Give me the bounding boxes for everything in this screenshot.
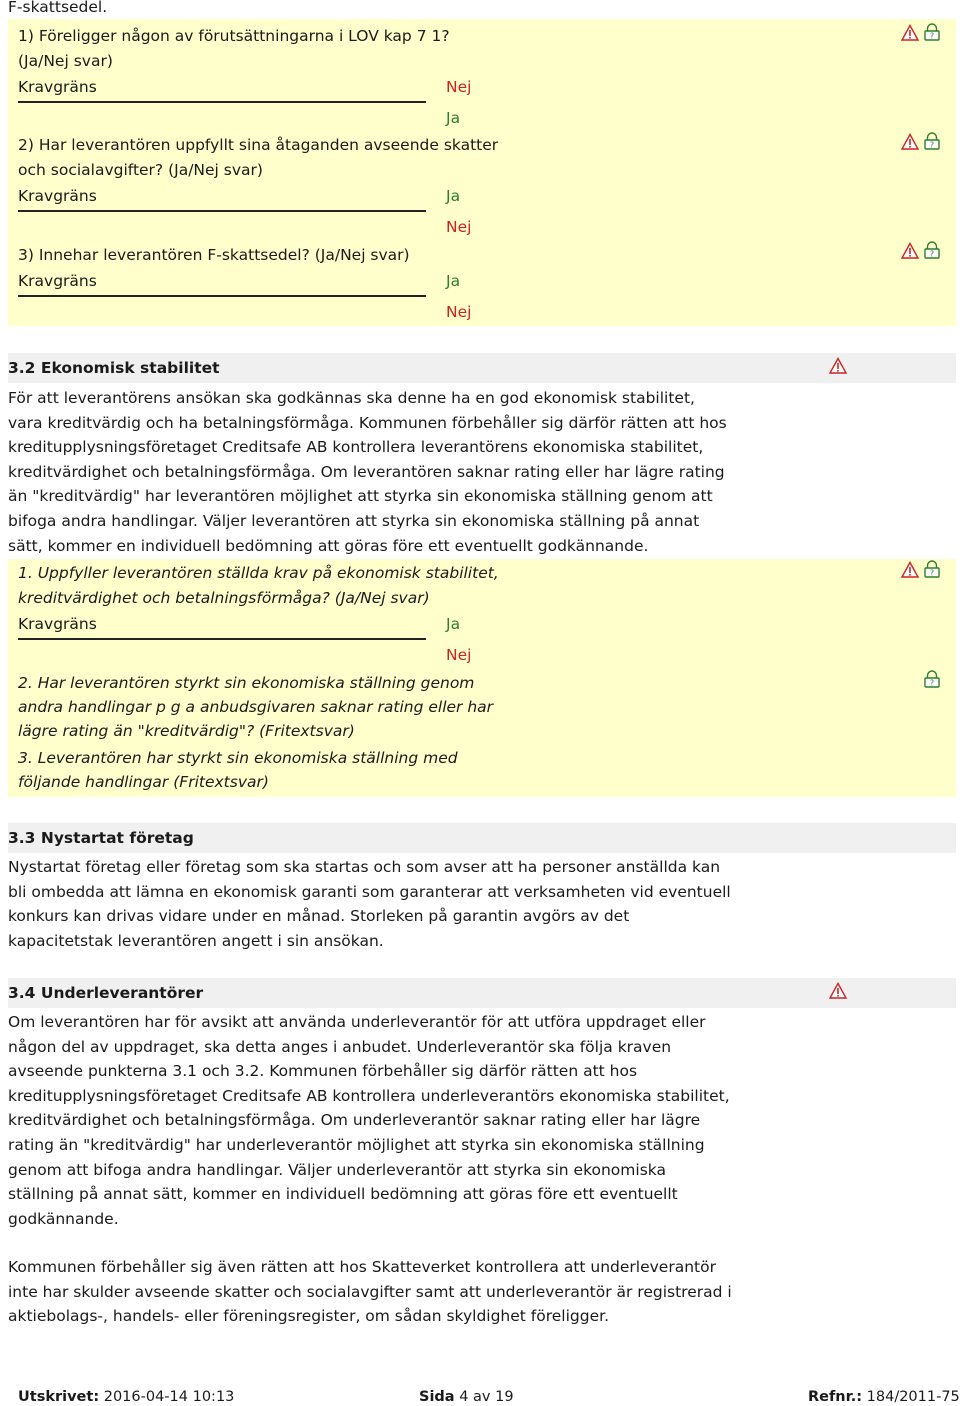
text-line: inte har skulder avseende skatter och socialavgifter samt att underleverantör är registrerad i: [8, 1282, 732, 1301]
text-line: sätt, kommer en individuell bedömning att göras före ett eventuellt godkännande.: [8, 536, 649, 555]
text-line: Nystartat företag eller företag som ska startas och som avser att ha personer anställda kan: [8, 858, 721, 876]
text-line: än "kreditvärdig" har leverantören möjlighet att styrka sin ekonomiska ställning genom att: [8, 487, 713, 506]
text-line: kreditvärdighet och betalningsförmåga. Om underleverantör saknar rating eller har lägre: [8, 1111, 701, 1130]
question-ek-3-line-1: 3. Leverantören har styrkt sin ekonomiska ställning med: [18, 749, 458, 767]
text-line: kreditupplysningsföretaget Creditsafe AB kontrollera leverantörens ekonomiska stabilitet,: [8, 438, 704, 457]
question-ek-1-line-2: kreditvärdighet och betalningsförmåga? (Ja/Nej svar): [18, 589, 430, 607]
text-line: ställning på annat sätt, kommer en individuell bedömning att göras före ett eventuellt: [8, 1185, 678, 1204]
kravgrans-line: [18, 295, 426, 297]
answer-option[interactable]: Ja: [446, 187, 461, 205]
question-ek-3-line-2: följande handlingar (Fritextsvar): [18, 773, 269, 791]
page-total: 19: [495, 1389, 514, 1405]
section-3-2-text: [8, 386, 798, 558]
kravgrans-label: Kravgräns: [18, 272, 97, 290]
text-line: godkännande.: [8, 1209, 119, 1228]
kravgrans-label: Kravgräns: [18, 187, 97, 205]
question-2-line-1: 2) Har leverantören uppfyllt sina åtaganden avseende skatter: [18, 136, 499, 154]
page-current: 4: [459, 1389, 469, 1405]
printed-label: Utskrivet:: [18, 1389, 100, 1405]
warning-icon[interactable]: [901, 242, 919, 260]
lock-help-icon[interactable]: [923, 241, 941, 259]
lock-help-icon[interactable]: [923, 132, 941, 150]
top-text: F-skattsedel.: [8, 0, 108, 16]
text-line: bli ombedda att lämna en ekonomisk garanti som garanterar att verksamheten vid eventuell: [8, 882, 731, 901]
page-of: av: [473, 1389, 491, 1405]
text-line: vara kreditvärdig och ha betalningsförmåga. Kommunen förbehåller sig därför rätten att hos: [8, 413, 727, 432]
section-3-4-text-2: [8, 1255, 798, 1329]
question-ek-2-line-2: andra handlingar p g a anbudsgivaren saknar rating eller har: [18, 698, 494, 716]
text-line: Om leverantören har för avsikt att använda underleverantör för att utföra uppdraget eller: [8, 1013, 706, 1031]
answer-option[interactable]: Nej: [446, 646, 472, 664]
question-3-line-1: 3) Innehar leverantören F-skattsedel? (Ja/Nej svar): [18, 246, 410, 264]
text-line: någon del av uppdraget, ska detta anges i anbudet. Underleverantör ska följa kraven: [8, 1037, 672, 1056]
ref-label: Refnr.:: [808, 1389, 863, 1405]
text-line: Kommunen förbehåller sig även rätten att hos Skatteverket kontrollera att underleverantör: [8, 1258, 716, 1276]
warning-icon[interactable]: [829, 357, 847, 375]
page-label: Sida: [419, 1389, 455, 1405]
answer-option[interactable]: Ja: [446, 615, 461, 633]
footer-ref: [808, 1388, 960, 1406]
section-3-4-heading: 3.4 Underleverantörer: [8, 984, 204, 1002]
text-line: aktiebolags-, handels- eller föreningsregister, om sådan skyldighet föreligger.: [8, 1307, 610, 1326]
lock-help-icon[interactable]: [923, 670, 941, 688]
text-line: kreditvärdighet och betalningsförmåga. Om leverantören saknar rating eller har lägre rating: [8, 462, 725, 481]
section-3-3-heading: 3.3 Nystartat företag: [8, 829, 194, 847]
text-line: rating än "kreditvärdig" har underleverantör möjlighet att styrka sin ekonomiska ställning: [8, 1135, 705, 1154]
ref-value: 184/2011-75: [866, 1389, 960, 1405]
warning-icon[interactable]: [901, 561, 919, 579]
lock-help-icon[interactable]: [923, 560, 941, 578]
text-line: bifoga andra handlingar. Väljer leverantören att styrka sin ekonomiska ställning på annat: [8, 511, 700, 530]
section-3-4-text: [8, 1010, 798, 1231]
text-line: kreditupplysningsföretaget Creditsafe AB kontrollera underleverantörs ekonomiska stabilitet,: [8, 1086, 730, 1105]
answer-option[interactable]: Nej: [446, 218, 472, 236]
svg-text:?: ?: [929, 568, 935, 578]
svg-text:?: ?: [929, 31, 935, 41]
svg-text:?: ?: [929, 140, 935, 150]
question-1-line-2: (Ja/Nej svar): [18, 52, 113, 70]
question-ek-2-line-1: 2. Har leverantören styrkt sin ekonomiska ställning genom: [18, 674, 475, 692]
warning-icon[interactable]: [901, 133, 919, 151]
kravgrans-line: [18, 101, 426, 103]
text-line: konkurs kan drivas vidare under en månad. Storleken på garantin avgörs av det: [8, 907, 630, 926]
section-3-3-text: [8, 855, 798, 953]
svg-text:?: ?: [929, 678, 935, 688]
question-ek-1-line-1: 1. Uppfyller leverantören ställda krav på ekonomisk stabilitet,: [18, 564, 499, 582]
kravgrans-line: [18, 210, 426, 212]
question-1-line-1: 1) Föreligger någon av förutsättningarna i LOV kap 7 1?: [18, 27, 450, 45]
answer-option[interactable]: Nej: [446, 303, 472, 321]
warning-icon[interactable]: [901, 24, 919, 42]
text-line: För att leverantörens ansökan ska godkännas ska denne ha en god ekonomisk stabilitet,: [8, 389, 695, 407]
printed-value: 2016-04-14 10:13: [103, 1389, 235, 1405]
svg-text:?: ?: [929, 249, 935, 259]
text-line: kapacitetstak leverantören angett i sin ansökan.: [8, 931, 384, 950]
lock-help-icon[interactable]: [923, 23, 941, 41]
footer-printed: [18, 1388, 234, 1406]
question-2-line-2: och socialavgifter? (Ja/Nej svar): [18, 161, 263, 179]
question-ek-2-line-3: lägre rating än "kreditvärdig"? (Fritextsvar): [18, 722, 355, 740]
text-line: genom att bifoga andra handlingar. Väljer underleverantör att styrka sin ekonomiska: [8, 1160, 666, 1179]
answer-option[interactable]: Ja: [446, 109, 461, 127]
text-line: avseende punkterna 3.1 och 3.2. Kommunen förbehåller sig därför rätten att hos: [8, 1062, 638, 1081]
answer-option[interactable]: Ja: [446, 272, 461, 290]
kravgrans-label: Kravgräns: [18, 78, 97, 96]
kravgrans-line: [18, 638, 426, 640]
section-3-2-heading: 3.2 Ekonomisk stabilitet: [8, 359, 220, 377]
warning-icon[interactable]: [829, 982, 847, 1000]
answer-option[interactable]: Nej: [446, 78, 472, 96]
kravgrans-label: Kravgräns: [18, 615, 97, 633]
footer-page: [419, 1388, 514, 1406]
